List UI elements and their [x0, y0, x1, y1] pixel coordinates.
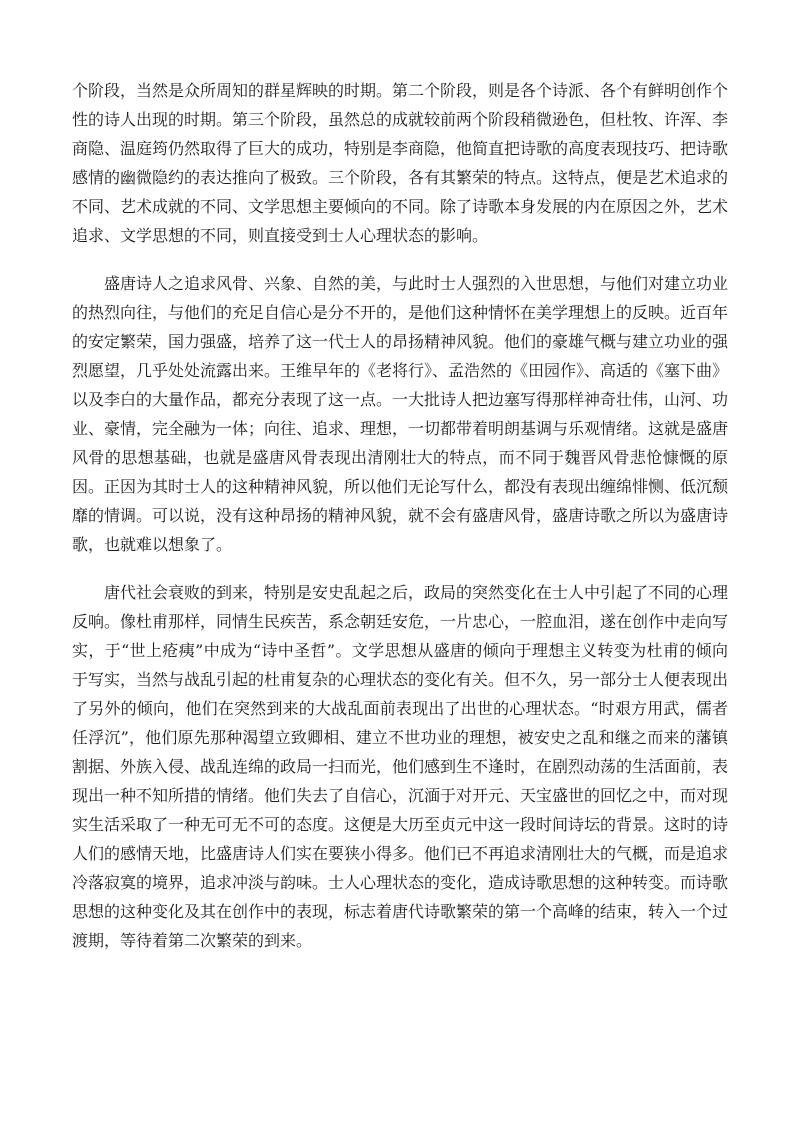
- document-page: [72, 76, 728, 974]
- paragraph-3: 唐代社会衰败的到来，特别是安史乱起之后，政局的突然变化在士人中引起了不同的心理反响。像杜甫那样，同情生民疾苦，系念朝廷安危，一片忠心，一腔血泪，遂在创作中走向写实，于“世上疮痍”中成为“诗中圣哲”。文学思想从盛唐的倾向于理想主义转变为杜甫的倾向于写实，当然与战乱引起的杜甫复杂的心理状态的变化有关。但不久，另一部分士人便表现出了另外的倾向，他们在突然到来的大战乱面前表现出了出世的心理状态。“时艰方用武，儒者任浮沉”，他们原先那种渴望立致卿相、建立不世功业的理想，被安史之乱和继之而来的藩镇割据、外族入侵、战乱连绵的政局一扫而光，他们感到生不逢时，在剧烈动荡的生活面前，表现出一种不知所措的情绪。他们失去了自信心，沉湎于对开元、天宝盛世的回忆之中，而对现实生活采取了一种无可无不可的态度。这便是大历至贞元中这一段时间诗坛的背景。这时的诗人们的感情天地，比盛唐诗人们实在要狭小得多。他们已不再追求清刚壮大的气概，而是追求冷落寂寞的境界，追求冲淡与韵味。士人心理状态的变化，造成诗歌思想的这种转变。而诗歌思想的这种变化及其在创作中的表现，标志着唐代诗歌繁荣的第一个高峰的结束，转入一个过渡期，等待着第二次繁荣的到来。: [72, 583, 729, 950]
- paragraph-2: 盛唐诗人之追求风骨、兴象、自然的美，与此时士人强烈的入世思想，与他们对建立功业的热烈向往，与他们的充足自信心是分不开的，是他们这种情怀在美学理想上的反映。近百年的安定繁荣，国力强盛，培养了这一代士人的昂扬精神风貌。他们的豪雄气概与建立功业的强烈愿望，几乎处处流露出来。王维早年的《老将行》、孟浩然的《田园作》、高适的《塞下曲》以及李白的大量作品，都充分表现了这一点。一大批诗人把边塞写得那样神奇壮伟，山河、功业、豪情，完全融为一体；向往、追求、理想，一切都带着明朗基调与乐观情绪。这就是盛唐风骨的思想基础，也就是盛唐风骨表现出清刚壮大的特点，而不同于魏晋风骨悲怆慷慨的原因。正因为其时士人的这种精神风貌，所以他们无论写什么，都没有表现出缠绵悱恻、低沉颓靡的情调。可以说，没有这种昂扬的精神风貌，就不会有盛唐风骨，盛唐诗歌之所以为盛唐诗歌，也就难以想象了。: [72, 274, 729, 554]
- paragraph-1: 个阶段，当然是众所周知的群星辉映的时期。第二个阶段，则是各个诗派、各个有鲜明创作个性的诗人出现的时期。第三个阶段，虽然总的成就较前两个阶段稍微逊色，但杜牧、许浑、李商隐、温庭筠仍然取得了巨大的成功，特别是李商隐，他简直把诗歌的高度表现技巧、把诗歌感情的幽微隐约的表达推向了极致。三个阶段，各有其繁荣的特点。这特点，便是艺术追求的不同、艺术成就的不同、文学思想主要倾向的不同。除了诗歌本身发展的内在原因之外，艺术追求、文学思想的不同，则直接受到士人心理状态的影响。: [72, 81, 729, 245]
